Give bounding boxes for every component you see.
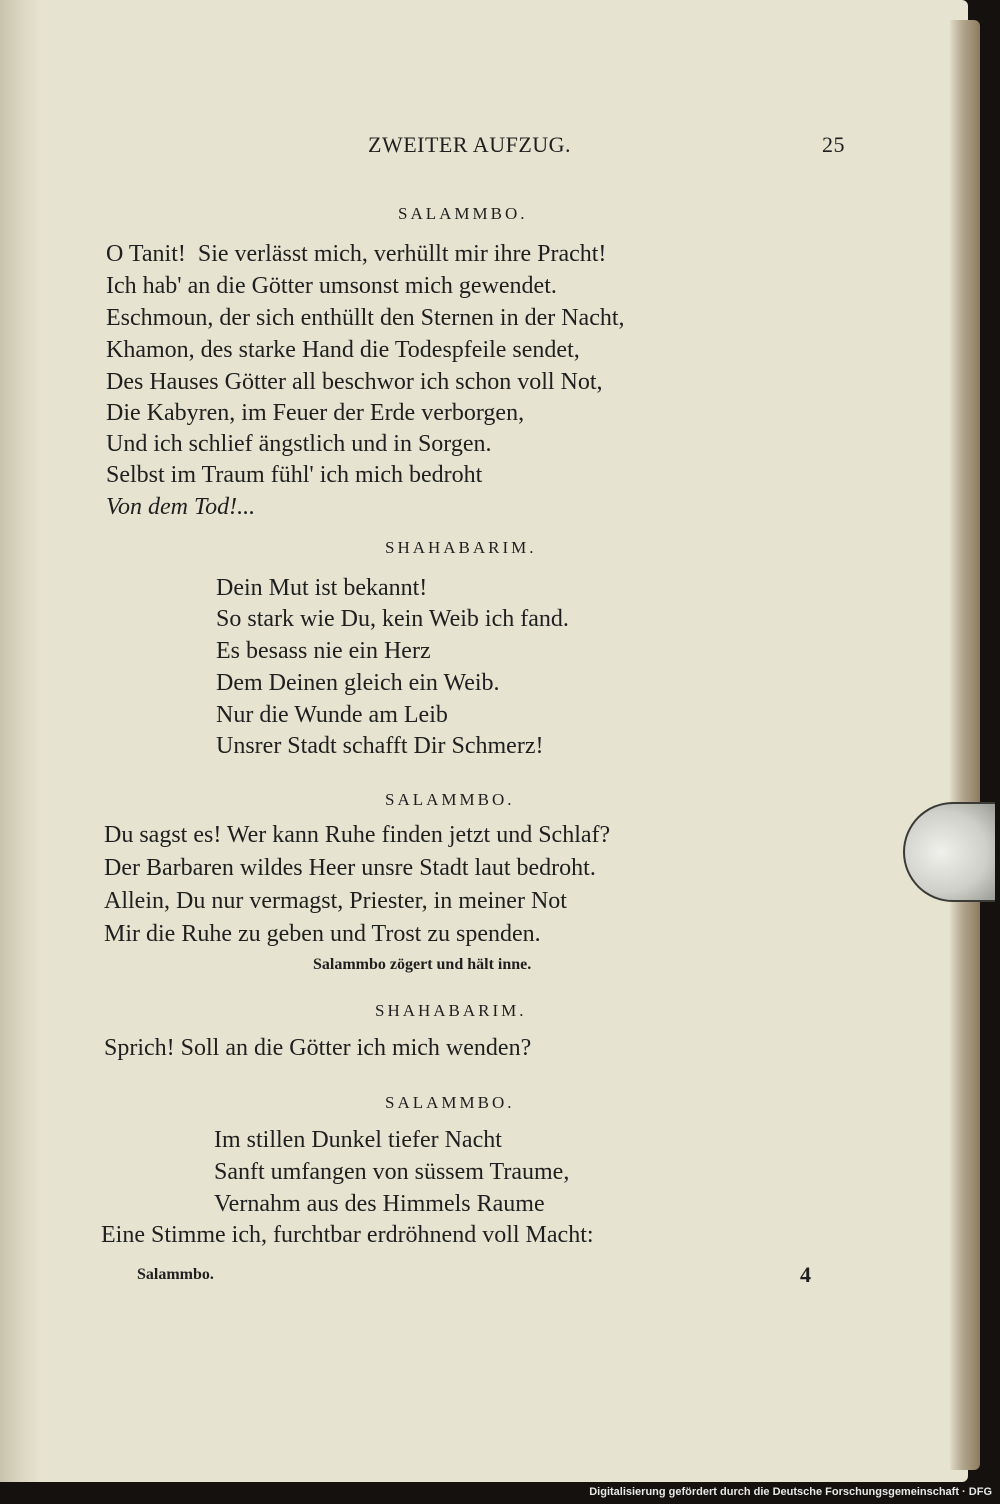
verse-line: Im stillen Dunkel tiefer Nacht bbox=[214, 1127, 502, 1153]
page-clip-thumb-tab bbox=[903, 802, 995, 902]
footer-book-title: Salammbo. bbox=[137, 1266, 214, 1283]
verse-line: Es besass nie ein Herz bbox=[216, 638, 431, 664]
verse-line: Sanft umfangen von süssem Traume, bbox=[214, 1159, 570, 1185]
speaker-name: SALAMMBO. bbox=[385, 1093, 515, 1112]
verse-line: Du sagst es! Wer kann Ruhe finden jetzt und Schlaf? bbox=[104, 822, 611, 848]
stage-direction: Salammbo zögert und hält inne. bbox=[313, 956, 532, 973]
verse-line: O Tanit! Sie verlässt mich, verhüllt mir ihre Pracht! bbox=[106, 241, 607, 267]
verse-line: Eine Stimme ich, furchtbar erdröhnend voll Macht: bbox=[101, 1222, 594, 1248]
digitization-credit: Digitalisierung gefördert durch die Deutsche Forschungsgemeinschaft · DFG bbox=[589, 1486, 992, 1498]
verse-line: Khamon, des starke Hand die Todespfeile sendet, bbox=[106, 337, 580, 363]
verse-line: Der Barbaren wildes Heer unsre Stadt laut bedroht. bbox=[104, 855, 596, 881]
verse-line: Unsrer Stadt schafft Dir Schmerz! bbox=[216, 733, 544, 759]
verse-line: Sprich! Soll an die Götter ich mich wenden? bbox=[104, 1035, 532, 1061]
verse-line: Dem Deinen gleich ein Weib. bbox=[216, 670, 500, 696]
running-header: ZWEITER AUFZUG. bbox=[368, 132, 572, 157]
verse-line: Dein Mut ist bekannt! bbox=[216, 575, 428, 601]
verse-line: Nur die Wunde am Leib bbox=[216, 702, 448, 728]
verse-line: Mir die Ruhe zu geben und Trost zu spenden. bbox=[104, 921, 541, 947]
verse-line: Allein, Du nur vermagst, Priester, in meiner Not bbox=[104, 888, 567, 914]
speaker-name: SHAHABARIM. bbox=[375, 1001, 527, 1020]
verse-line: Vernahm aus des Himmels Raume bbox=[214, 1191, 545, 1217]
speaker-name: SALAMMBO. bbox=[385, 790, 515, 809]
verse-line: Von dem Tod!... bbox=[106, 494, 256, 520]
verse-line: Die Kabyren, im Feuer der Erde verborgen, bbox=[106, 400, 525, 426]
verse-line: Eschmoun, der sich enthüllt den Sternen in der Nacht, bbox=[106, 305, 625, 331]
page-fore-edge bbox=[950, 20, 980, 1470]
verse-line: Ich hab' an die Götter umsonst mich gewendet. bbox=[106, 273, 557, 299]
signature-mark: 4 bbox=[800, 1262, 811, 1287]
page-number: 25 bbox=[822, 132, 845, 157]
verse-line: Selbst im Traum fühl' ich mich bedroht bbox=[106, 462, 483, 488]
verse-line: So stark wie Du, kein Weib ich fand. bbox=[216, 606, 569, 632]
book-spine-shadow bbox=[0, 0, 42, 1482]
speaker-name: SALAMMBO. bbox=[398, 204, 528, 223]
verse-line: Des Hauses Götter all beschwor ich schon voll Not, bbox=[106, 369, 603, 395]
verse-line: Und ich schlief ängstlich und in Sorgen. bbox=[106, 431, 492, 457]
speaker-name: SHAHABARIM. bbox=[385, 538, 537, 557]
